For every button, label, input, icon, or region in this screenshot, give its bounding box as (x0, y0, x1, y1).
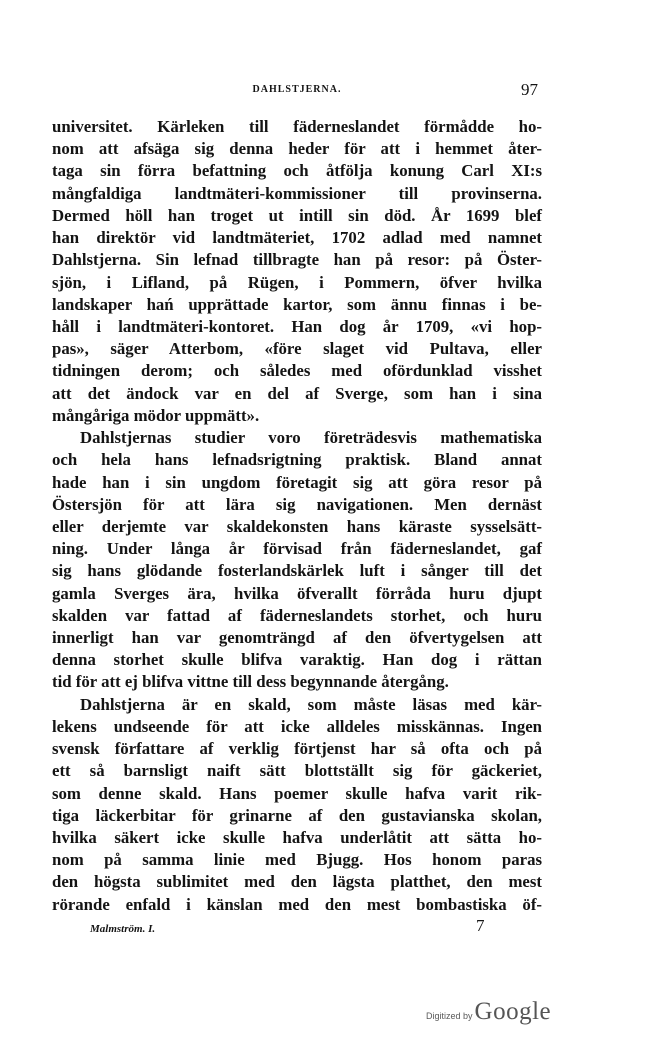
text-line: innerligt han var genomträngd af den öfvertygelsen att (52, 628, 542, 648)
text-line: sjön, i Lifland, på Rügen, i Pommern, öfver hvilka (52, 272, 542, 292)
text-line: lekens undseende för att icke alldeles misskännas. Ingen (52, 716, 542, 736)
running-head (52, 80, 542, 102)
running-title: DAHLSTJERNA. (252, 84, 342, 95)
text-line: som denne skald. Hans poemer skulle hafva varit rik- (52, 783, 542, 803)
text-line: landskaper hań upprättade kartor, som ännu finnas i be- (52, 294, 542, 314)
signature-mark: Malmström. I. (90, 923, 156, 935)
text-line: mångfaldiga landtmäteri-kommissioner till provinserna. (52, 183, 542, 203)
text-line: nom att afsäga sig denna heder för att i hemmet åter- (52, 139, 542, 159)
text-line: skalden var fattad af fäderneslandets storhet, och huru (52, 605, 542, 625)
text-line: hvilka säkert icke skulle hafva underlåtit att sätta ho- (52, 828, 542, 847)
text-line: ett så barnsligt naift sätt blottställt sig för gäckeriet, (52, 761, 542, 781)
text-line: håll i landtmäteri-kontoret. Han dog år 1709, «vi hop- (52, 316, 542, 336)
text-line: rörande enfald i känslan med den mest bombastiska öf- (52, 894, 542, 914)
text-line: han direktör vid landtmäteriet, 1702 adlad med namnet (52, 228, 542, 248)
digitized-by-label: Digitized by (426, 1011, 473, 1021)
text-line: tiga läckerbitar för grinarne af den gustavianska skolan, (52, 805, 542, 825)
text-line: universitet. Kärleken till fäderneslandet förmådde ho- (52, 117, 542, 136)
text-line: svensk författare af verklig förtjenst har så ofta och på (52, 739, 542, 759)
text-line: taga sin förra befattning och åtfölja konung Carl XI:s (52, 161, 542, 181)
text-line: sig hans glödande fosterlandskärlek luft i sånger till det (52, 561, 542, 581)
text-line: tid för att ej blifva vittne till dess begynnande återgång. (52, 672, 449, 692)
page-number: 97 (521, 80, 538, 99)
text-line: nom på samma linie med Bjugg. Hos honom paras (52, 850, 542, 870)
paragraph-start: Dahlstjernas studier voro företrädesvis mathematiska (80, 428, 542, 448)
text-line: denna storhet skulle blifva varaktig. Han dog i rättan (52, 650, 542, 670)
google-logo: Google (474, 998, 552, 1025)
body-text (52, 116, 542, 916)
text-line: tidningen derom; och således med ofördunklad visshet (52, 361, 542, 381)
text-line: Dahlstjerna. Sin lefnad tillbragte han på resor: på Öster- (52, 250, 542, 270)
text-line: ning. Under långa år förvisad från fäderneslandet, gaf (52, 539, 542, 559)
text-line: den högsta sublimitet med den lägsta platthet, den mest (52, 872, 542, 892)
paragraph-start: Dahlstjerna är en skald, som måste läsas med kär- (80, 694, 542, 714)
text-line: gamla Sverges ära, hvilka öfverallt förråda huru djupt (52, 583, 542, 603)
text-line: hade han i sin ungdom företagit sig att göra resor på (52, 472, 542, 492)
text-line: Östersjön för att lära sig navigationen. Men dernäst (52, 494, 542, 514)
signature-number: 7 (476, 916, 485, 935)
google-digitized-watermark (426, 996, 551, 1026)
text-line: att det ändock var en del af Sverge, som han i sina (52, 383, 542, 403)
text-line: och hela hans lefnadsrigtning praktisk. Bland annat (52, 450, 542, 470)
text-line: eller derjemte var skaldekonsten hans käraste sysselsätt- (52, 516, 542, 536)
text-line: pas», säger Atterbom, «före slaget vid Pultava, eller (52, 339, 542, 359)
text-line: Dermed höll han troget ut intill sin död. År 1699 blef (52, 205, 542, 225)
text-line: mångåriga mödor uppmätt». (52, 405, 260, 425)
